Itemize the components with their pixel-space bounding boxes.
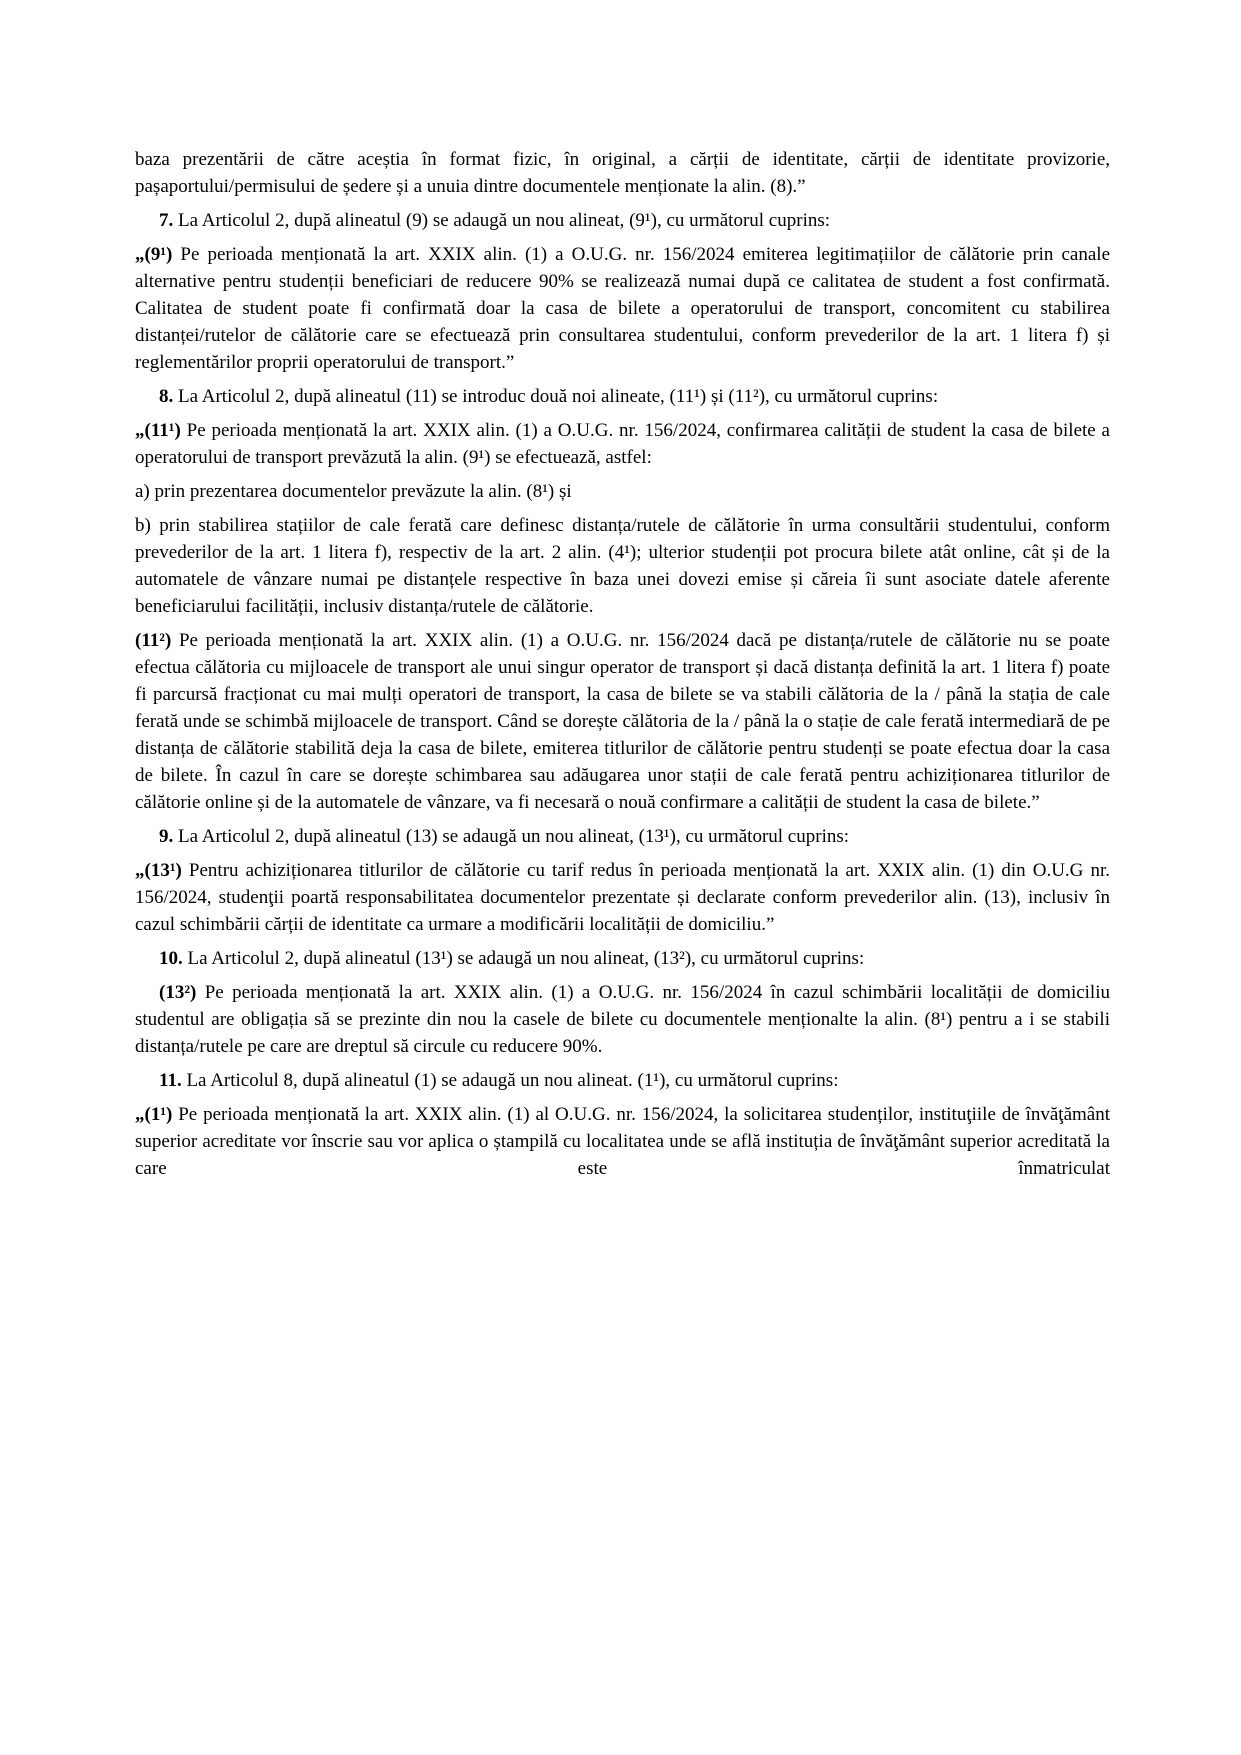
paragraph-lead: „(1¹) <box>135 1104 173 1125</box>
paragraph-lead: 11. <box>159 1070 182 1091</box>
paragraph-text: Pe perioada menționată la art. XXIX alin. (1) a O.U.G. nr. 156/2024 emiterea legitimațiilor de călătorie prin canale alternative pentru studenții beneficiari de reducere 90% se realizează numai după ce calitatea de student a fost confirmată. Calitatea de student poate fi confirmată doar la casa de bilete a operatorului de transport, concomitent cu stabilirea distanței/rutelor de călătorie care se efectuează prin consultarea studentului, conform prevederilor de la art. 1 litera f) și reglementărilor proprii operatorului de transport.” <box>135 244 1110 373</box>
paragraph-text: La Articolul 8, după alineatul (1) se adaugă un nou alineat. (1¹), cu următorul cuprins: <box>181 1070 839 1091</box>
paragraph-text: Pe perioada menționată la art. XXIX alin. (1) a O.U.G. nr. 156/2024 în cazul schimbării localității de domiciliu studentul are obligația să se prezinte din nou la casele de bilete cu documentele menționalte la alin. (8¹) pentru a i se stabili distanța/rutele pe care are dreptul să circule cu reducere 90%. <box>135 982 1110 1057</box>
paragraph-text: La Articolul 2, după alineatul (13¹) se adaugă un nou alineat, (13²), cu următorul cuprins: <box>182 948 865 969</box>
paragraph-lead: 8. <box>159 386 174 407</box>
paragraph-alin-11-2 <box>135 627 1110 816</box>
paragraph-text: baza prezentării de către aceștia în format fizic, în original, a cărții de identitate, cărții de identitate provizorie, pașaportului/permisului de ședere și a unuia dintre documentele menționate la alin. (8).” <box>135 149 1110 197</box>
paragraph-point-9 <box>135 823 1110 850</box>
paragraph-continuation <box>135 146 1110 200</box>
paragraph-text: Pe perioada menționată la art. XXIX alin. (1) a O.U.G. nr. 156/2024 dacă pe distanța/rutele de călătorie nu se poate efectua călătoria cu mijloacele de transport ale unui singur operator de transport și dacă distanța definită la art. 1 litera f) poate fi parcursă fracționat cu mai mulți operatori de transport, la casa de bilete se va stabili călătoria de la / până la stația de cale ferată unde se schimbă mijloacele de transport. Când se dorește călătoria de la / până la o stație de cale ferată intermediară de pe distanța de călătorie stabilită deja la casa de bilete, emiterea titlurilor de călătorie pentru studenți se poate efectua doar la casa de bilete. În cazul în care se dorește schimbarea sau adăugarea unor stații de cale ferată pentru achiziționarea titlurilor de călătorie online și de la automatele de vânzare, va fi necesară o nouă confirmare a calității de student la casa de bilete.” <box>135 630 1110 813</box>
paragraph-text: a) prin prezentarea documentelor prevăzute la alin. (8¹) și <box>135 481 572 502</box>
paragraph-text: Pe perioada menționată la art. XXIX alin. (1) a O.U.G. nr. 156/2024, confirmarea calității de student la casa de bilete a operatorului de transport prevăzută la alin. (9¹) se efectuează, astfel: <box>135 420 1110 468</box>
paragraph-alin-9-1 <box>135 241 1110 376</box>
paragraph-lead: 9. <box>159 826 174 847</box>
paragraph-text: b) prin stabilirea stațiilor de cale ferată care definesc distanța/rutele de călătorie în urma consultării studentului, conform prevederilor de la art. 1 litera f), respectiv de la art. 2 alin. (4¹); ulterior studenții pot procura bilete atât online, cât și de la automatele de vânzare numai pe distanțele respective în baza unei dovezi emise și căreia îi sunt asociate datele aferente beneficiarului facilității, inclusiv distanța/rutele de călătorie. <box>135 515 1110 617</box>
paragraph-litera-a <box>135 478 1110 505</box>
paragraph-lead: „(13¹) <box>135 860 182 881</box>
paragraph-lead: „(9¹) <box>135 244 173 265</box>
paragraph-litera-b <box>135 512 1110 620</box>
paragraph-point-8 <box>135 383 1110 410</box>
paragraph-lead: (13²) <box>159 982 197 1003</box>
paragraph-text: Pentru achiziționarea titlurilor de călătorie cu tarif redus în perioada menționată la art. XXIX alin. (1) din O.U.G nr. 156/2024, studenţii poartă responsabilitatea documentelor prezentate și declarate conform prevederilor alin. (13), inclusiv în cazul schimbării cărții de identitate ca urmare a modificării localității de domiciliu.” <box>135 860 1110 935</box>
paragraph-text: La Articolul 2, după alineatul (13) se adaugă un nou alineat, (13¹), cu următorul cuprins: <box>173 826 850 847</box>
paragraph-lead: 7. <box>159 210 174 231</box>
paragraph-text: La Articolul 2, după alineatul (9) se adaugă un nou alineat, (9¹), cu următorul cuprins: <box>173 210 831 231</box>
paragraph-alin-11-1 <box>135 417 1110 471</box>
paragraph-point-10 <box>135 945 1110 972</box>
paragraph-lead: „(11¹) <box>135 420 181 441</box>
paragraph-lead: (11²) <box>135 630 172 651</box>
paragraph-lead: 10. <box>159 948 183 969</box>
paragraph-point-11 <box>135 1067 1110 1094</box>
paragraph-alin-1-1 <box>135 1101 1110 1182</box>
paragraph-text: La Articolul 2, după alineatul (11) se introduc două noi alineate, (11¹) și (11²), cu următorul cuprins: <box>173 386 939 407</box>
paragraph-point-7 <box>135 207 1110 234</box>
paragraph-text: Pe perioada menționată la art. XXIX alin. (1) al O.U.G. nr. 156/2024, la solicitarea studenților, instituţiile de învăţământ superior acreditate vor înscrie sau vor aplica o ștampilă cu localitatea unde se află instituția de învăţământ superior acreditată la care este înmatriculat <box>135 1104 1110 1179</box>
paragraph-alin-13-2 <box>135 979 1110 1060</box>
paragraph-alin-13-1 <box>135 857 1110 938</box>
